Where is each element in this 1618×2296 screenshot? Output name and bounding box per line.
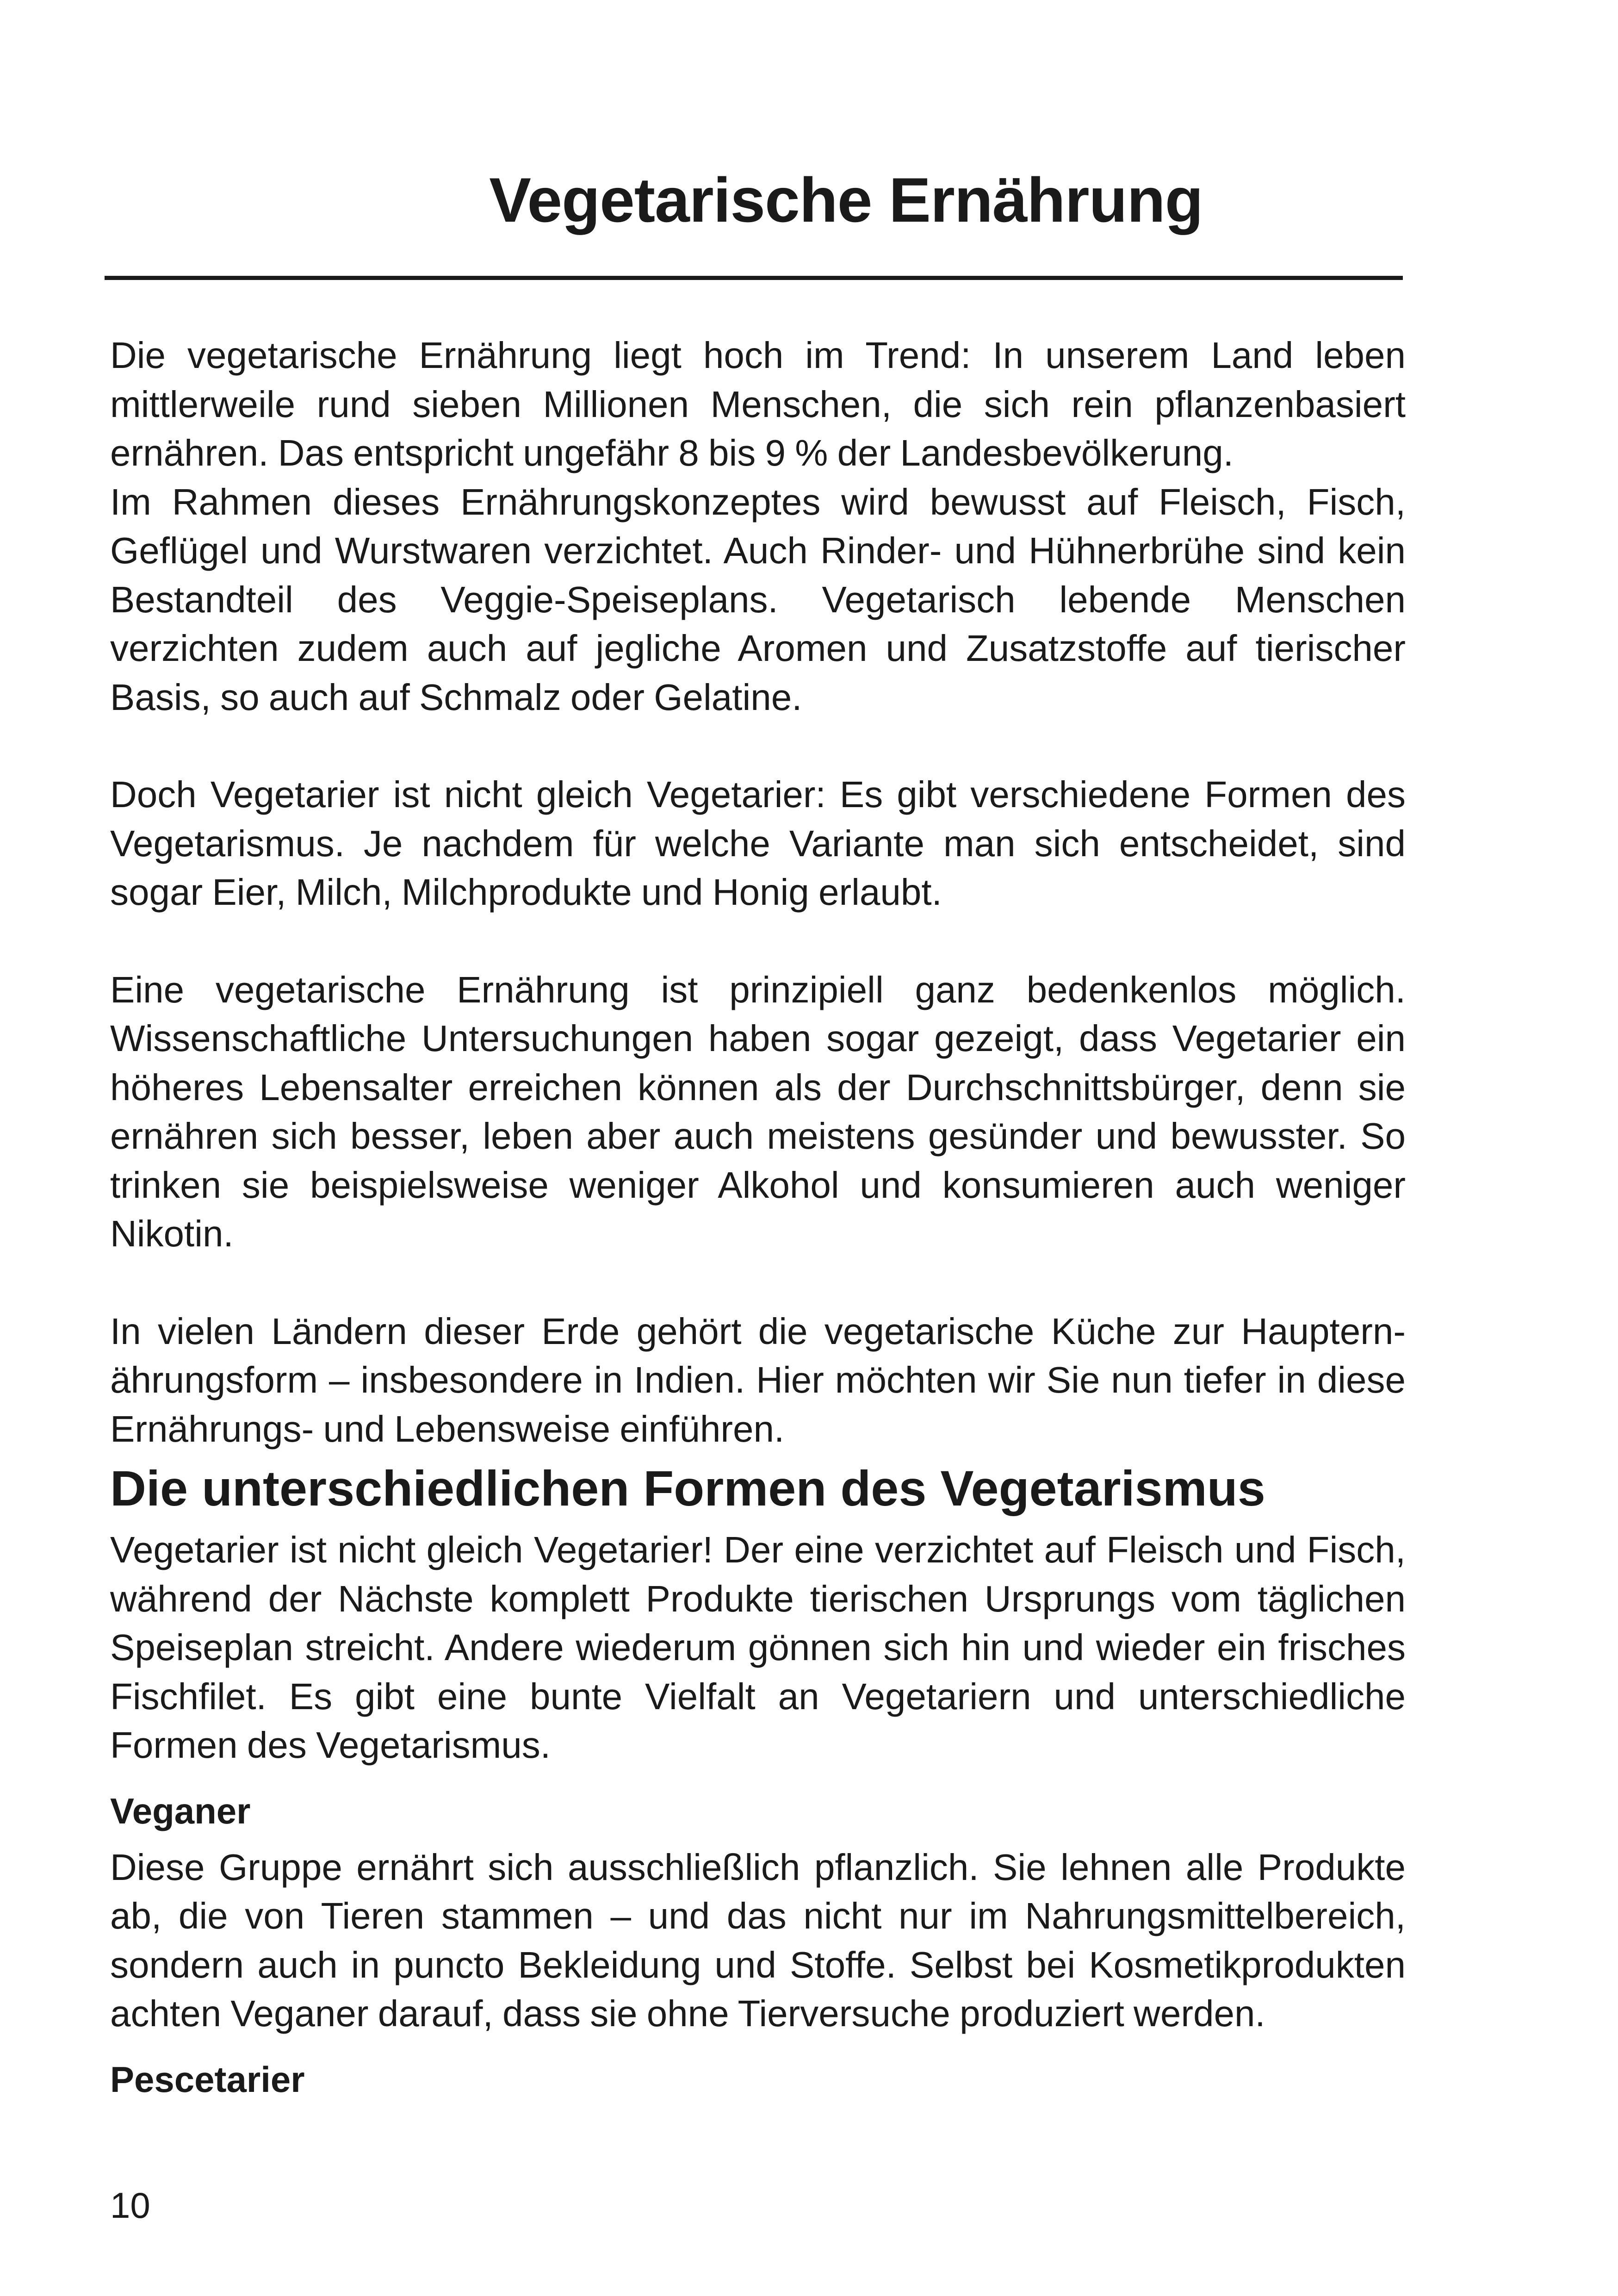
section-heading: Die unterschiedlichen Formen des Vegetarismus [110,1460,1265,1516]
paragraph-gap [110,1258,1406,1307]
veganer-paragraph: Diese Gruppe ernährt sich ausschließlich pflanzlich. Sie lehnen alle Produkte ab, die von Tieren stammen – und das nicht nur im Nahrungsmittelbereich, sondern auch in puncto Bekleidung und Stoffe. Selbst bei Kosmetikprodukten achten Veganer darauf, dass sie ohne Tierversuche produziert werden. [110,1846,1406,2034]
main-content [110,331,1406,2111]
section-intro-paragraph: Vegetarier ist nicht gleich Vegetarier! Der eine verzichtet auf Fleisch und Fisch, während der Nächste komplett Produkte tierischen Ursprungs vom täglichen Speiseplan streicht. Andere wiederum gönnen sich hin und wieder ein frisches Fischfilet. Es gibt eine bunte Vielfalt an Vegetariern und unterschiedliche Formen des Vegetarismus. [110,1529,1406,1766]
paragraph-gap [110,722,1406,770]
page-number: 10 [110,2185,150,2226]
intro-paragraph: Die vegetarische Ernährung liegt hoch im Trend: In unserem Land leben mittlerweile rund sieben Millionen Menschen, die sich rein pflanzenbasiert ernähren. Das entspricht ungefähr 8 bis 9 % der Landesbevölkerung. [110,335,1406,473]
gesundheit-paragraph: Eine vegetarische Ernährung ist prinzipiell ganz bedenkenlos möglich. Wissenschaftliche Untersuchungen haben sogar gezeigt, dass Vegetarier ein höheres Lebensalter erreichen können als der Durchschnittsbürger, denn sie ernähren sich besser, leben aber auch meistens gesünder und bewusster. So trinken sie beispielsweise weniger Alkohol und konsumieren auch weniger Nikotin. [110,969,1406,1254]
page-title: Vegetarische Ernährung [489,165,1203,235]
veganer-heading: Veganer [110,1790,251,1831]
pescetarier-heading: Pescetarier [110,2059,305,2100]
ernaehrungskonzept-paragraph: Im Rahmen dieses Ernährungskonzeptes wird bewusst auf Fleisch, Fisch, Geflügel und Wurstwaren verzichtet. Auch Rinder- und Hühnerbrühe sind kein Bestandteil des Veggie-Speiseplans. Vegetarisch lebende Menschen verzichten zudem auch auf jegliche Aromen und Zusatzstoffe auf tierischer Basis, so auch auf Schmalz oder Gelatine. [110,481,1406,718]
paragraph-gap [110,917,1406,965]
title-divider [105,276,1403,280]
formen-paragraph: Doch Vegetarier ist nicht gleich Vegetarier: Es gibt verschiedene Formen des Vegetarismus. Je nachdem für welche Variante man sich entscheidet, sind sogar Eier, Milch, Milchprodukte und Honig erlaubt. [110,774,1406,913]
laender-paragraph: In vielen Ländern dieser Erde gehört die vegetarische Küche zur Haupternährungsform – insbesondere in Indien. Hier möchten wir Sie nun tiefer in diese Ernährungs- und Lebensweise einführen. [110,1310,1406,1450]
